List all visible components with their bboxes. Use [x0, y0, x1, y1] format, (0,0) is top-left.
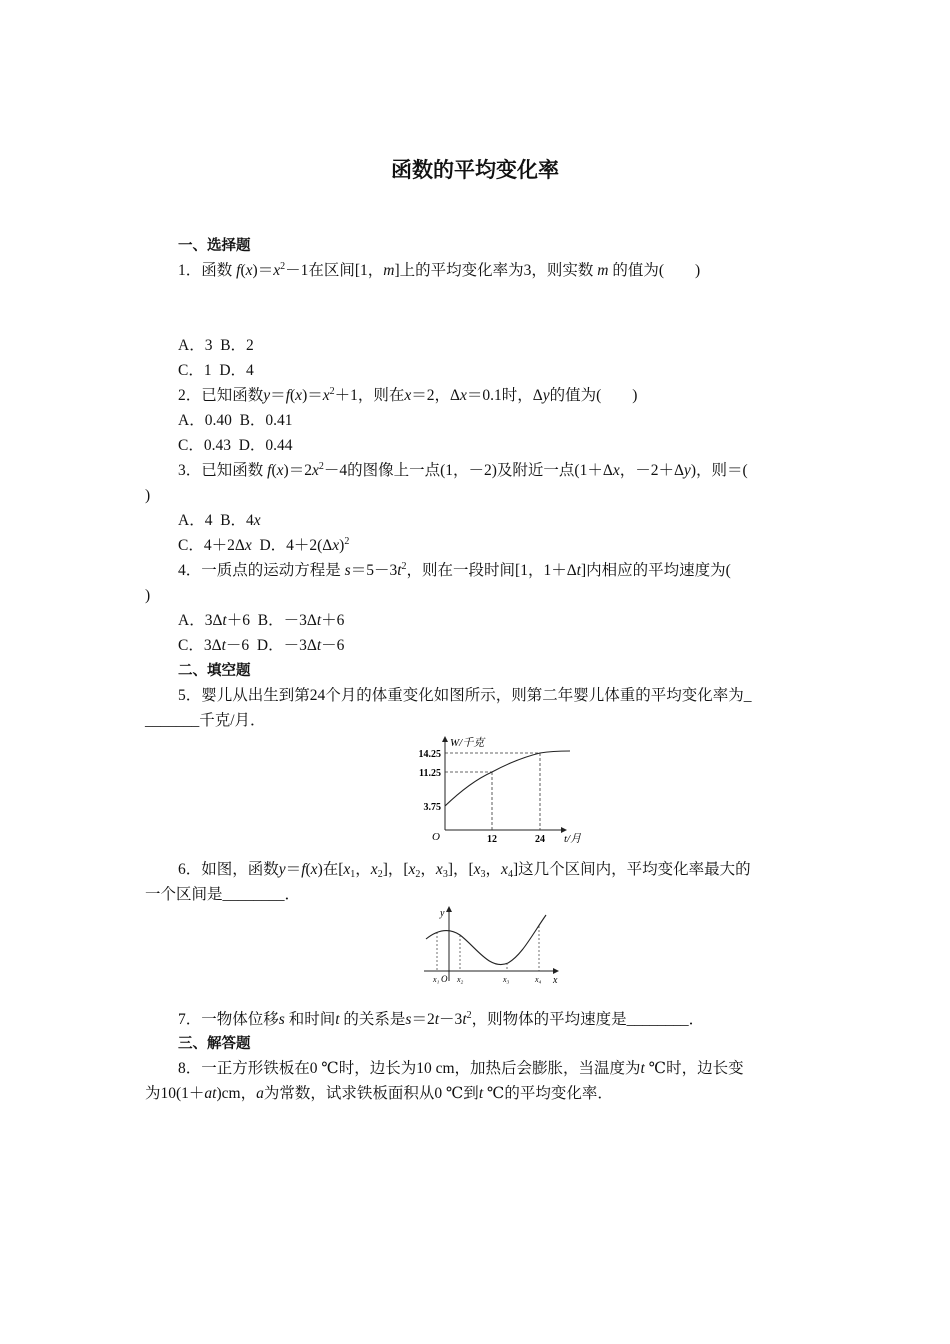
- question-5-answer-blank[interactable]: _______千克/月．: [145, 712, 266, 729]
- option-c[interactable]: C．0.43: [178, 437, 231, 454]
- question-1-options-ab: [178, 336, 254, 356]
- option-d[interactable]: D．4: [219, 362, 254, 379]
- tick-x3: x₃: [503, 975, 510, 984]
- option-a[interactable]: A．3: [178, 337, 213, 354]
- question-3-continuation: ): [145, 487, 151, 504]
- y-axis-label: y: [440, 908, 445, 919]
- y-axis-label: W/千克: [450, 737, 485, 749]
- y-tick-11.25: 11.25: [419, 768, 441, 779]
- question-1-options-cd: [178, 361, 254, 381]
- question-2: 2．已知函数$y=f(x)=x^2+1$，则在x＝2，Δx＝0.1时，Δy的值为( ): [178, 386, 638, 404]
- section-heading-fill: 二、填空题: [178, 663, 251, 679]
- question-4-options-ab: [178, 611, 344, 631]
- page-title: 函数的平均变化率: [391, 158, 559, 182]
- question-2-options-cd: [178, 436, 293, 456]
- question-6-answer-blank[interactable]: 一个区间是________．: [145, 886, 301, 903]
- weight-chart: [380, 734, 590, 846]
- x-tick-24: 24: [535, 834, 545, 845]
- option-c[interactable]: C．1: [178, 362, 212, 379]
- option-d[interactable]: D．－3Δt－6: [256, 637, 345, 654]
- section-heading-answer: 三、解答题: [178, 1036, 251, 1052]
- question-3: 3．已知函数 $f(x)=2x^2-4$的图像上一点(1，－2)及附近一点(1＋Δx，－2＋Δy)，则＝(: [178, 461, 748, 479]
- origin-label: O: [432, 831, 440, 843]
- section-heading-choice: 一、选择题: [178, 238, 251, 254]
- y-axis-arrow: [442, 736, 448, 742]
- option-a[interactable]: A．4: [178, 512, 213, 529]
- tick-x1: x₁: [433, 975, 440, 984]
- question-4-continuation: ): [145, 587, 151, 604]
- x-axis-arrow: [553, 968, 559, 974]
- weight-curve: [445, 751, 570, 806]
- option-b[interactable]: B．0.41: [239, 412, 293, 429]
- x-axis-label: t/月: [564, 833, 582, 845]
- tick-x4: x₄: [535, 975, 542, 984]
- option-a[interactable]: A．0.40: [178, 412, 232, 429]
- option-b[interactable]: B．2: [220, 337, 254, 354]
- y-tick-14.25: 14.25: [418, 749, 441, 760]
- x-axis-label: x: [553, 975, 558, 985]
- question-8: 8．一正方形铁板在0 ℃时，边长为10 cm，加热后会膨胀，当温度为t ℃时，边长变: [178, 1060, 744, 1077]
- question-6: 6．如图，函数y＝f(x)在[$x_1$，$x_2$]，[$x_2$，$x_3$]，[$x_3$，$x_4$]这几个区间内，平均变化率最大的: [178, 861, 751, 880]
- option-c[interactable]: C．3Δt－6: [178, 637, 250, 654]
- question-4: 4．一质点的运动方程是 $s=5-3t^2$，则在一段时间[1，1＋Δt]内相应的平均速度为(: [178, 561, 731, 579]
- y-tick-3.75: 3.75: [423, 802, 441, 813]
- question-2-options-ab: [178, 411, 293, 431]
- y-axis-arrow: [446, 906, 452, 912]
- question-3-options-cd: [178, 536, 349, 556]
- question-5: 5．婴儿从出生到第24个月的体重变化如图所示，则第二年婴儿体重的平均变化率为_: [178, 687, 752, 704]
- x-tick-12: 12: [487, 834, 497, 845]
- option-a[interactable]: A．3Δt＋6: [178, 612, 250, 629]
- question-1: 1．函数 $f(x)=x^2-1$在区间[1，m]上的平均变化率为3，则实数 m 的值为( ): [178, 261, 701, 279]
- option-d[interactable]: D．$4+2(\Delta x)^2$: [259, 536, 350, 554]
- function-curve: [426, 915, 546, 965]
- option-b[interactable]: B．－3Δt＋6: [257, 612, 345, 629]
- tick-x2: x₂: [457, 975, 464, 984]
- origin-label: O: [441, 974, 448, 984]
- option-d[interactable]: D．0.44: [238, 437, 293, 454]
- question-4-options-cd: [178, 636, 344, 656]
- option-c[interactable]: C．4＋2Δx: [178, 537, 252, 554]
- question-3-options-ab: [178, 511, 261, 531]
- function-graph: [420, 905, 570, 985]
- question-7: 7．一物体位移s 和时间t 的关系是$s=2t-3t^2$，则物体的平均速度是________．: [178, 1010, 705, 1028]
- option-b[interactable]: B．4x: [220, 512, 261, 529]
- question-8-continuation: 为10(1＋at)cm，a为常数，试求铁板面积从0 ℃到t ℃的平均变化率．: [145, 1085, 613, 1102]
